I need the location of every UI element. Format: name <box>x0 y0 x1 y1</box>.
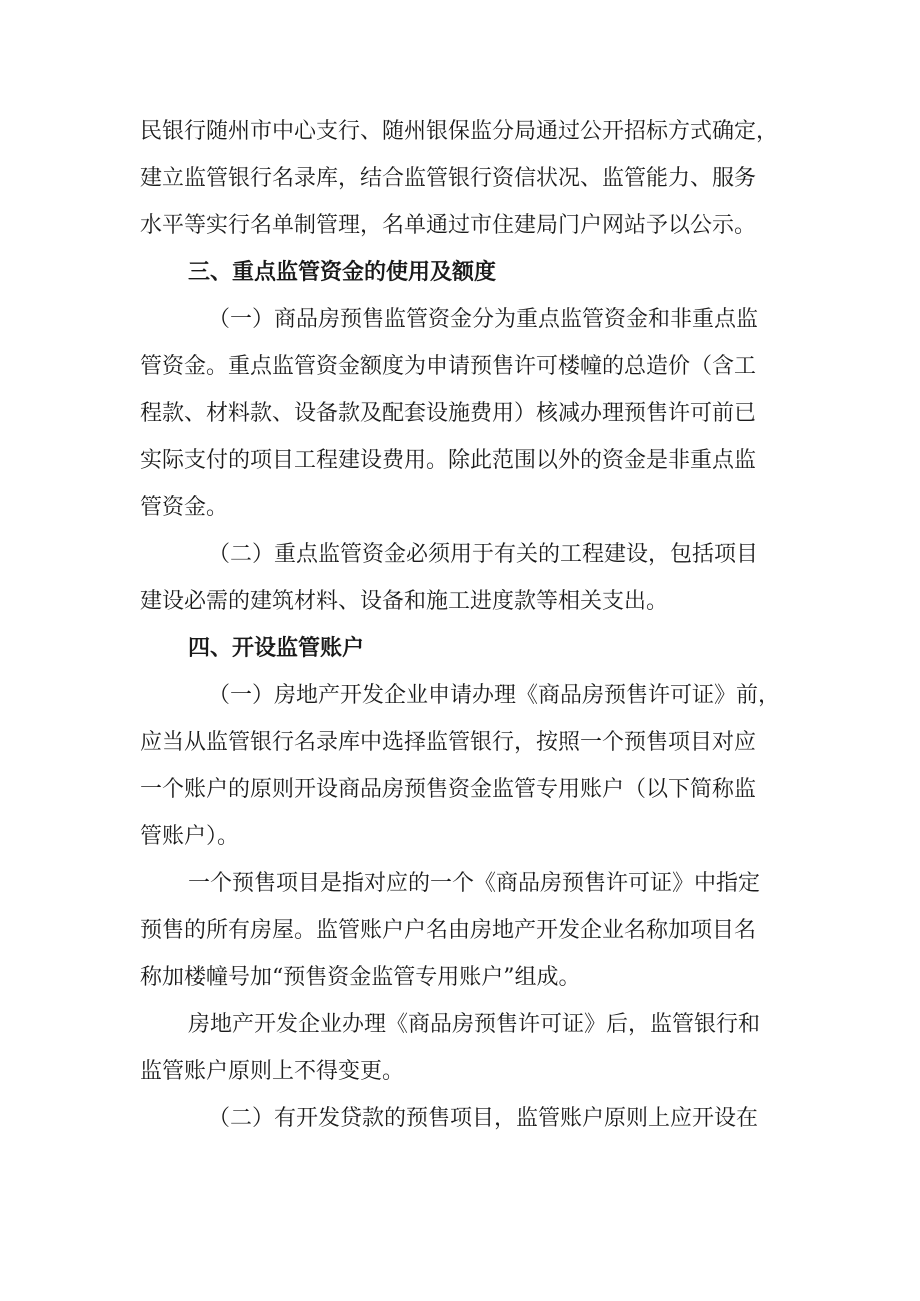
paragraph-line: 一个预售项目是指对应的一个《商品房预售许可证》中指定 <box>188 871 761 896</box>
paragraph-line: 管资金。重点监管资金额度为申请预售许可楼幢的总造价（含工 <box>140 354 757 379</box>
paragraph-line: 管资金。 <box>140 495 229 520</box>
paragraph-line: 房地产开发企业办理《商品房预售许可证》后，监管银行和 <box>188 1012 761 1037</box>
paragraph-line: 管账户）。 <box>140 824 240 849</box>
paragraph-line: 建立监管银行名录库，结合监管银行资信状况、监管能力、服务 <box>140 166 757 191</box>
paragraph-line: 实际支付的项目工程建设费用。除此范围以外的资金是非重点监 <box>140 448 757 473</box>
paragraph-line: 程款、材料款、设备款及配套设施费用）核减办理预售许可前已 <box>140 401 757 426</box>
section-heading-3: 三、重点监管资金的使用及额度 <box>188 260 497 285</box>
document-body <box>140 108 800 1142</box>
paragraph-line: （一）商品房预售监管资金分为重点监管资金和非重点监 <box>208 307 759 332</box>
paragraph-line: 民银行随州市中心支行、随州银保监分局通过公开招标方式确定， <box>140 119 779 144</box>
paragraph-line: 一个账户的原则开设商品房预售资金监管专用账户（以下简称监 <box>140 777 757 802</box>
paragraph-line: （二）有开发贷款的预售项目，监管账户原则上应开设在 <box>208 1106 759 1131</box>
paragraph-line: 水平等实行名单制管理，名单通过市住建局门户网站予以公示。 <box>140 213 757 238</box>
paragraph-line: 应当从监管银行名录库中选择监管银行，按照一个预售项目对应 <box>140 730 757 755</box>
paragraph-line: （一）房地产开发企业申请办理《商品房预售许可证》前， <box>208 683 781 708</box>
paragraph-line: （二）重点监管资金必须用于有关的工程建设，包括项目 <box>208 542 759 567</box>
section-heading-4: 四、开设监管账户 <box>188 636 365 661</box>
paragraph-line: 预售的所有房屋。监管账户户名由房地产开发企业名称加项目名 <box>140 918 757 943</box>
paragraph-line: 建设必需的建筑材料、设备和施工进度款等相关支出。 <box>140 589 669 614</box>
paragraph-line: 称加楼幢号加“预售资金监管专用账户”组成。 <box>140 965 581 990</box>
paragraph-line: 监管账户原则上不得变更。 <box>140 1059 405 1084</box>
